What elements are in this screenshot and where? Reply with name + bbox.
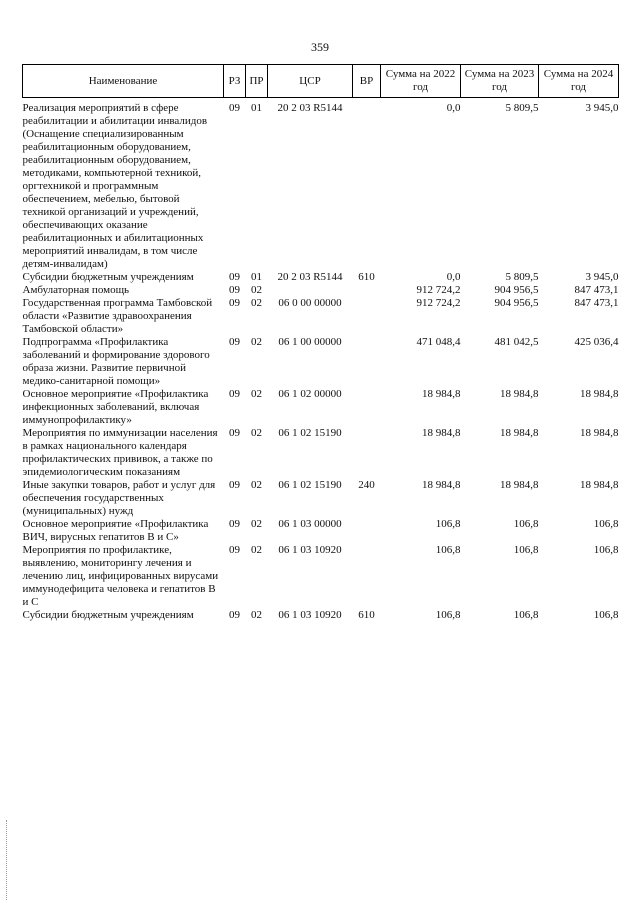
row-sum-2024: 3 945,0: [585, 101, 619, 114]
row-name: Субсидии бюджетным учреждениям: [22, 608, 194, 621]
row-vr: 610: [358, 270, 375, 283]
row-vr: [353, 102, 381, 271]
row-name: Реализация мероприятий в сфере реабилитации и абилитации инвалидов (Оснащение специализированным реабилитационным оборудованием, реабилитационным оборудованием, методиками, компьютерной техникой, оргтехникой и программным обеспечением, мебелью, бытовой техникой организаций и учреждений, обеспечивающих оказание реабилитационных и абилитационных мероприятий инвалидам, в том числе детям-инвалидам): [22, 101, 208, 270]
row-sum-2022: 18 984,8: [422, 478, 461, 491]
row-sum-2022: 0,0: [446, 101, 461, 114]
row-sum-2024: 106,8: [593, 608, 619, 621]
table-row: [23, 297, 619, 336]
row-rz: 09: [229, 283, 240, 296]
header-csr: ЦСР: [268, 65, 353, 98]
row-pr: 01: [251, 101, 262, 114]
row-name: Основное мероприятие «Профилактика ВИЧ, вирусных гепатитов В и С»: [22, 517, 209, 543]
row-name: Мероприятия по иммунизации населения в рамках национального календаря профилактических прививок, а также по эпидемиологическим показаниям: [22, 426, 218, 478]
row-vr: 240: [358, 478, 375, 491]
row-vr: [353, 518, 381, 544]
header-sum-2024: Сумма на 2024 год: [539, 65, 619, 98]
row-pr: 02: [251, 296, 262, 309]
table-header: [23, 65, 619, 98]
row-sum-2022: 0,0: [446, 270, 461, 283]
row-csr: 06 1 00 00000: [278, 335, 342, 348]
row-vr: [353, 388, 381, 427]
header-pr: ПР: [246, 65, 268, 98]
row-name: Государственная программа Тамбовской области «Развитие здравоохранения Тамбовской области»: [22, 296, 213, 335]
table-row: [23, 518, 619, 544]
row-sum-2023: 481 042,5: [494, 335, 539, 348]
row-csr: 06 1 02 15190: [278, 478, 342, 491]
row-sum-2023: 18 984,8: [500, 387, 539, 400]
table-row: [23, 544, 619, 609]
row-sum-2022: 912 724,2: [416, 296, 461, 309]
row-sum-2022: 912 724,2: [416, 283, 461, 296]
row-name: Основное мероприятие «Профилактика инфекционных заболеваний, включая иммунопрофилактику»: [22, 387, 209, 426]
row-sum-2023: 106,8: [513, 543, 539, 556]
row-csr: 06 1 03 00000: [278, 517, 342, 530]
row-name: Мероприятия по профилактике, выявлению, мониторингу лечения и лечению лиц, инфицированных вирусами иммунодефицита человека и гепатитов В и С: [22, 543, 219, 608]
table-body: [23, 98, 619, 622]
row-csr: 06 0 00 00000: [278, 296, 342, 309]
scan-edge-mark: [6, 820, 8, 900]
page-number: 359: [311, 40, 329, 54]
row-pr: 02: [251, 426, 262, 439]
row-csr: 20 2 03 R5144: [277, 101, 343, 114]
row-sum-2024: 106,8: [593, 543, 619, 556]
row-rz: 09: [229, 426, 240, 439]
row-name: Субсидии бюджетным учреждениям: [22, 270, 194, 283]
row-pr: 02: [251, 335, 262, 348]
row-csr: 06 1 03 10920: [278, 543, 342, 556]
row-csr: 06 1 02 15190: [278, 426, 342, 439]
row-pr: 02: [251, 387, 262, 400]
row-pr: 02: [251, 478, 262, 491]
row-sum-2023: 5 809,5: [505, 101, 539, 114]
table-row: [23, 388, 619, 427]
row-sum-2023: 904 956,5: [494, 296, 539, 309]
table-row: [23, 479, 619, 518]
row-rz: 09: [229, 543, 240, 556]
table-row: [23, 284, 619, 297]
row-sum-2022: 18 984,8: [422, 426, 461, 439]
row-csr: 20 2 03 R5144: [277, 270, 343, 283]
header-rz: РЗ: [224, 65, 246, 98]
row-sum-2022: 18 984,8: [422, 387, 461, 400]
row-csr: [268, 284, 353, 297]
row-name: Иные закупки товаров, работ и услуг для обеспечения государственных (муниципальных) нужд: [22, 478, 216, 517]
header-sum-2023: Сумма на 2023 год: [461, 65, 539, 98]
table-row: [23, 271, 619, 284]
row-name: Амбулаторная помощь: [22, 283, 130, 296]
row-sum-2022: 471 048,4: [416, 335, 461, 348]
row-vr: [353, 336, 381, 388]
row-vr: [353, 427, 381, 479]
row-vr: [353, 544, 381, 609]
row-rz: 09: [229, 270, 240, 283]
row-sum-2024: 847 473,1: [574, 296, 619, 309]
row-rz: 09: [229, 101, 240, 114]
row-pr: 01: [251, 270, 262, 283]
row-name: Подпрограмма «Профилактика заболеваний и формирование здорового образа жизни. Развитие первичной медико-санитарной помощи»: [22, 335, 210, 387]
row-rz: 09: [229, 608, 240, 621]
row-rz: 09: [229, 517, 240, 530]
row-rz: 09: [229, 478, 240, 491]
table-row: [23, 609, 619, 622]
row-sum-2023: 5 809,5: [505, 270, 539, 283]
row-sum-2022: 106,8: [435, 517, 461, 530]
row-vr: 610: [358, 608, 375, 621]
table-row: [23, 102, 619, 271]
row-sum-2024: 847 473,1: [574, 283, 619, 296]
row-sum-2024: 425 036,4: [574, 335, 619, 348]
row-pr: 02: [251, 543, 262, 556]
row-csr: 06 1 02 00000: [278, 387, 342, 400]
row-sum-2024: 18 984,8: [580, 387, 619, 400]
row-pr: 02: [251, 608, 262, 621]
row-pr: 02: [251, 517, 262, 530]
row-sum-2023: 18 984,8: [500, 478, 539, 491]
budget-table: [22, 64, 619, 622]
row-sum-2024: 106,8: [593, 517, 619, 530]
row-sum-2024: 18 984,8: [580, 426, 619, 439]
table-row: [23, 336, 619, 388]
row-sum-2022: 106,8: [435, 543, 461, 556]
row-sum-2022: 106,8: [435, 608, 461, 621]
row-sum-2023: 106,8: [513, 517, 539, 530]
row-sum-2023: 904 956,5: [494, 283, 539, 296]
header-vr: ВР: [353, 65, 381, 98]
header-name: Наименование: [23, 65, 224, 98]
row-sum-2023: 18 984,8: [500, 426, 539, 439]
header-sum-2022: Сумма на 2022 год: [381, 65, 461, 98]
row-rz: 09: [229, 335, 240, 348]
row-sum-2024: 18 984,8: [580, 478, 619, 491]
row-csr: 06 1 03 10920: [278, 608, 342, 621]
row-rz: 09: [229, 387, 240, 400]
table-row: [23, 427, 619, 479]
row-vr: [353, 297, 381, 336]
row-vr: [353, 284, 381, 297]
row-sum-2024: 3 945,0: [585, 270, 619, 283]
row-rz: 09: [229, 296, 240, 309]
row-sum-2023: 106,8: [513, 608, 539, 621]
row-pr: 02: [251, 283, 262, 296]
